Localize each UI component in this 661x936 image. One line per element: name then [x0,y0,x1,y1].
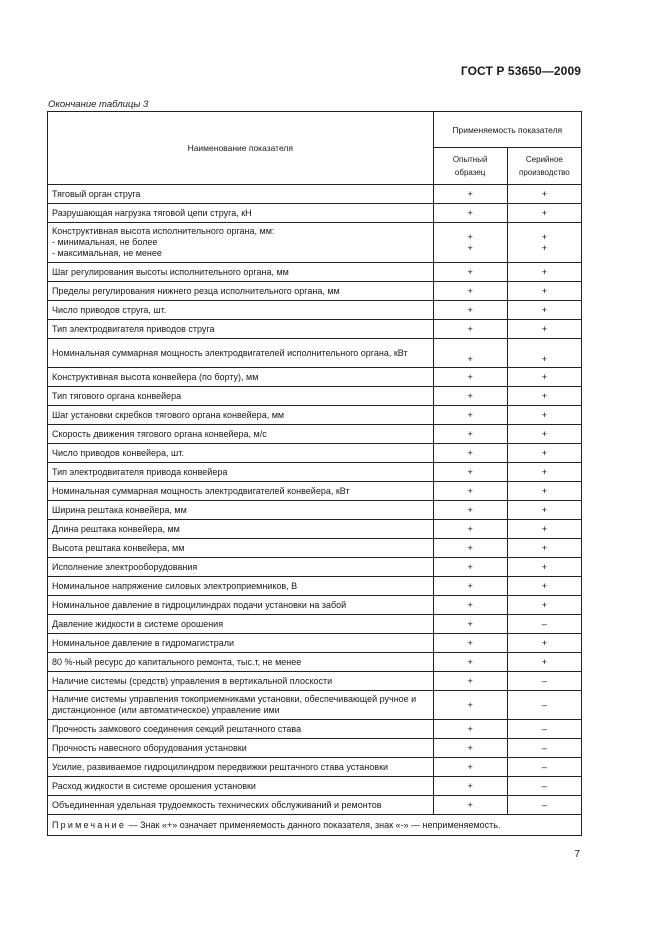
table-row [48,758,582,777]
table-row [48,596,582,615]
prototype-mark: + [433,653,507,672]
serial-mark: + [507,463,581,482]
table-row [48,463,582,482]
indicator-name: Ширина рештака конвейера, мм [48,501,434,520]
table-row [48,282,582,301]
prototype-mark: + [433,339,507,368]
indicator-name: Номинальная суммарная мощность электродвигателей конвейера, кВт [48,482,434,501]
table-row [48,672,582,691]
indicator-name: Наличие системы (средств) управления в вертикальной плоскости [48,672,434,691]
indicator-name: Усилие, развиваемое гидроцилиндром передвижки рештачного става установки [48,758,434,777]
indicator-name: Высота рештака конвейера, мм [48,539,434,558]
indicator-name: Тяговый орган струга [48,185,434,204]
prototype-mark: + [433,425,507,444]
prototype-mark: + [433,558,507,577]
indicator-name: Шаг установки скребков тягового органа конвейера, мм [48,406,434,425]
serial-mark: – [507,720,581,739]
table-note [48,815,582,836]
serial-mark: – [507,777,581,796]
serial-mark: + [507,501,581,520]
table-row [48,204,582,223]
table-row [48,301,582,320]
header-applicability: Применяемость показателя [433,112,581,148]
indicator-name: Расход жидкости в системе орошения установки [48,777,434,796]
table-row [48,339,582,368]
indicator-name: Конструктивная высота исполнительного органа, мм: - минимальная, не более - максимальная, не менее [48,223,434,263]
prototype-mark: + [433,444,507,463]
indicator-name: Прочность навесного оборудования установки [48,739,434,758]
table-row [48,185,582,204]
indicator-name: Пределы регулирования нижнего резца исполнительного органа, мм [48,282,434,301]
serial-mark: + [507,539,581,558]
table-row [48,223,582,263]
indicator-name: Тип электродвигателя привода конвейера [48,463,434,482]
indicator-name: Давление жидкости в системе орошения [48,615,434,634]
indicators-table [47,111,582,836]
indicator-name: Длина рештака конвейера, мм [48,520,434,539]
prototype-mark: + [433,263,507,282]
indicator-name: Тип электродвигателя приводов струга [48,320,434,339]
serial-mark: + [507,282,581,301]
prototype-mark: + + [433,223,507,263]
indicator-name: Шаг регулирования высоты исполнительного органа, мм [48,263,434,282]
serial-mark: + + [507,223,581,263]
table-row [48,577,582,596]
prototype-mark: + [433,463,507,482]
serial-mark: + [507,406,581,425]
prototype-mark: + [433,796,507,815]
table-row [48,634,582,653]
serial-mark: + [507,444,581,463]
note-label: Примечание [52,820,127,830]
serial-mark: + [507,263,581,282]
serial-mark: + [507,577,581,596]
serial-mark: + [507,320,581,339]
page-number: 7 [574,849,580,860]
serial-mark: + [507,653,581,672]
prototype-mark: + [433,501,507,520]
indicator-name: Наличие системы управления токоприемниками установки, обеспечивающей ручное и дистанционное (или автоматическое) управление ими [48,691,434,720]
table-row [48,720,582,739]
table-caption: Окончание таблицы 3 [48,99,149,110]
serial-mark: + [507,596,581,615]
table-row [48,387,582,406]
serial-mark: – [507,758,581,777]
prototype-mark: + [433,539,507,558]
table-row [48,501,582,520]
table-body [48,185,582,815]
table-row [48,558,582,577]
prototype-mark: + [433,387,507,406]
serial-mark: – [507,691,581,720]
serial-mark: + [507,204,581,223]
prototype-mark: + [433,596,507,615]
indicator-name: Номинальное давление в гидромагистрали [48,634,434,653]
table-row [48,368,582,387]
prototype-mark: + [433,672,507,691]
serial-mark: – [507,615,581,634]
indicator-name: Объединенная удельная трудоемкость технических обслуживаний и ремонтов [48,796,434,815]
serial-mark: + [507,368,581,387]
serial-mark: – [507,739,581,758]
serial-mark: + [507,558,581,577]
header-indicator-name: Наименование показателя [48,112,434,185]
table-row [48,615,582,634]
table-row [48,263,582,282]
prototype-mark: + [433,634,507,653]
indicator-name: Номинальное давление в гидроцилиндрах подачи установки на забой [48,596,434,615]
prototype-mark: + [433,520,507,539]
table-row [48,539,582,558]
header-serial: Серийное производство [507,148,581,185]
indicator-name: 80 %-ный ресурс до капитального ремонта, тыс.т, не менее [48,653,434,672]
serial-mark: – [507,796,581,815]
indicator-name: Прочность замкового соединения секций рештачного става [48,720,434,739]
serial-mark: + [507,185,581,204]
table-row [48,653,582,672]
indicator-name: Число приводов конвейера, шт. [48,444,434,463]
table-row [48,777,582,796]
serial-mark: + [507,520,581,539]
prototype-mark: + [433,406,507,425]
indicator-name: Исполнение электрооборудования [48,558,434,577]
table-row [48,520,582,539]
prototype-mark: + [433,758,507,777]
indicator-name: Число приводов струга, шт. [48,301,434,320]
prototype-mark: + [433,777,507,796]
prototype-mark: + [433,320,507,339]
prototype-mark: + [433,482,507,501]
table-row [48,320,582,339]
indicator-name: Номинальная суммарная мощность электродвигателей исполнительного органа, кВт [48,339,434,368]
prototype-mark: + [433,691,507,720]
prototype-mark: + [433,720,507,739]
prototype-mark: + [433,282,507,301]
prototype-mark: + [433,185,507,204]
note-text: — Знак «+» означает применяемость данного показателя, знак «-» — неприменяемость. [128,820,501,830]
serial-mark: + [507,339,581,368]
table-row [48,796,582,815]
prototype-mark: + [433,577,507,596]
serial-mark: + [507,301,581,320]
prototype-mark: + [433,368,507,387]
prototype-mark: + [433,301,507,320]
table-row [48,739,582,758]
table-row [48,425,582,444]
table-row [48,482,582,501]
serial-mark: + [507,387,581,406]
prototype-mark: + [433,615,507,634]
table-row [48,691,582,720]
serial-mark: + [507,634,581,653]
indicator-name: Номинальное напряжение силовых электроприемников, В [48,577,434,596]
header-prototype: Опытный образец [433,148,507,185]
serial-mark: + [507,425,581,444]
indicator-name: Конструктивная высота конвейера (по борту), мм [48,368,434,387]
prototype-mark: + [433,204,507,223]
indicator-name: Разрушающая нагрузка тяговой цепи струга, кН [48,204,434,223]
document-id: ГОСТ Р 53650—2009 [460,64,581,78]
serial-mark: + [507,482,581,501]
serial-mark: – [507,672,581,691]
table-row [48,444,582,463]
table-row [48,406,582,425]
indicator-name: Тип тягового органа конвейера [48,387,434,406]
prototype-mark: + [433,739,507,758]
indicator-name: Скорость движения тягового органа конвейера, м/с [48,425,434,444]
